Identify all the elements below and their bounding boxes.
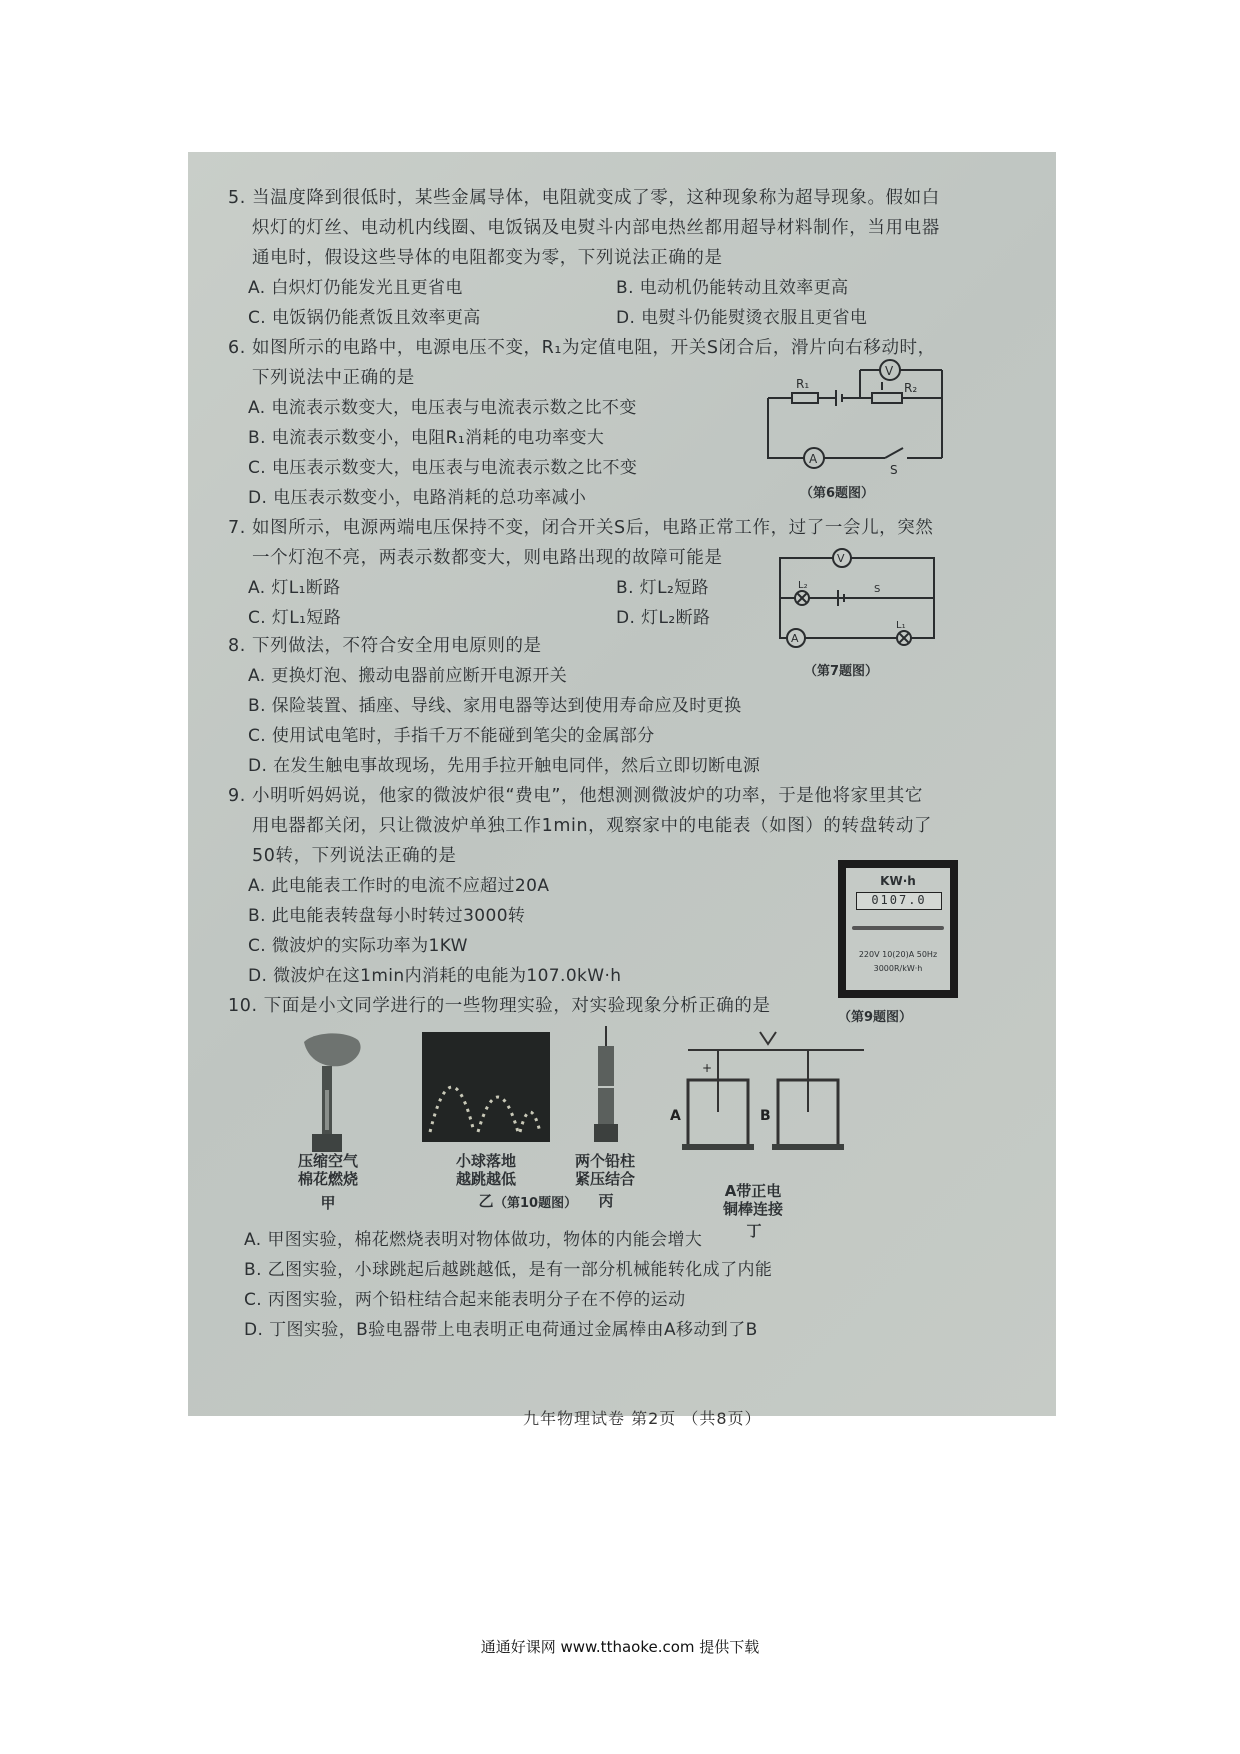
experiment-bing-label: 两个铅柱 紧压结合 xyxy=(574,1152,635,1188)
q10-option-d: D. 丁图实验，B验电器带上电表明正电荷通过金属棒由A移动到了B xyxy=(244,1320,758,1340)
q7-label-l2: L₂ xyxy=(798,580,808,591)
meter-dial xyxy=(852,926,944,930)
q7-label-a: A xyxy=(791,632,799,645)
electric-meter xyxy=(838,860,958,998)
q6-label-r2: R₂ xyxy=(904,381,918,395)
q6-line-2: 下列说法中正确的是 xyxy=(252,368,415,388)
q7-line-2: 一个灯泡不亮，两表示数都变大，则电路出现的故障可能是 xyxy=(252,548,723,568)
experiment-jia-tag: 甲 xyxy=(320,1194,336,1212)
q6-circuit-diagram xyxy=(760,364,950,478)
q9-option-a: A. 此电能表工作时的电流不应超过20A xyxy=(248,876,550,896)
q6-label-v: V xyxy=(885,364,894,378)
q5-option-b: B. 电动机仍能转动且效率更高 xyxy=(616,278,849,298)
q9-option-d: D. 微波炉在这1min内消耗的电能为107.0kW·h xyxy=(248,966,622,986)
q9-option-c: C. 微波炉的实际功率为1KW xyxy=(248,936,468,956)
q10-option-c: C. 丙图实验，两个铅柱结合起来能表明分子在不停的运动 xyxy=(244,1290,686,1310)
q6-option-c: C. 电压表示数变大，电压表与电流表示数之比不变 xyxy=(248,458,638,478)
scanned-page xyxy=(188,152,1056,1428)
experiment-jia-label: 压缩空气 棉花燃烧 xyxy=(297,1152,358,1188)
experiment-yi-tag: 乙 xyxy=(478,1192,494,1210)
q8-option-d: D. 在发生触电事故现场，先用手拉开触电同伴，然后立即切断电源 xyxy=(248,756,761,776)
experiment-jia-figure xyxy=(284,1030,374,1170)
q6-option-a: A. 电流表示数变大，电压表与电流表示数之比不变 xyxy=(248,398,637,418)
q6-line-1: 6. 如图所示的电路中，电源电压不变，R₁为定值电阻，开关S闭合后，滑片向右移动时， xyxy=(228,338,936,358)
q7-label-v: V xyxy=(837,552,845,565)
experiment-ding-tag: 丁 xyxy=(746,1222,762,1240)
page-number-footer: 九年物理试卷 第2页 （共8页） xyxy=(523,1409,762,1428)
meter-unit: KW·h xyxy=(880,874,916,888)
q6-label-r1: R₁ xyxy=(796,377,810,391)
q7-option-d: D. 灯L₂断路 xyxy=(616,608,711,628)
meter-reading: 0107.0 xyxy=(856,892,942,910)
experiment-ding-label: A带正电 铜棒连接 xyxy=(722,1182,783,1218)
experiment-ding-figure xyxy=(668,1022,868,1172)
q5-option-c: C. 电饭锅仍能煮饭且效率更高 xyxy=(248,308,481,328)
q7-circuit-diagram xyxy=(772,552,942,648)
q6-label-a: A xyxy=(809,452,818,466)
q5-line-2: 炽灯的灯丝、电动机内线圈、电饭锅及电熨斗内部电热丝都用超导材料制作，当用电器 xyxy=(252,218,940,238)
q8-option-b: B. 保险装置、插座、导线、家用电器等达到使用寿命应及时更换 xyxy=(248,696,742,716)
q10-caption: （第10题图） xyxy=(494,1196,578,1211)
q9-caption: （第9题图） xyxy=(838,1010,913,1025)
q10-option-b: B. 乙图实验，小球跳起后越跳越低，是有一部分机械能转化成了内能 xyxy=(244,1260,773,1280)
q6-caption: （第6题图） xyxy=(800,486,875,501)
q10-line-1: 10. 下面是小文同学进行的一些物理实验，对实验现象分析正确的是 xyxy=(228,996,771,1016)
svg-text:+: + xyxy=(702,1061,713,1075)
q10-option-a: A. 甲图实验，棉花燃烧表明对物体做功，物体的内能会增大 xyxy=(244,1230,703,1250)
experiment-yi-figure xyxy=(422,1032,550,1142)
meter-spec-2: 3000R/kW·h xyxy=(873,964,923,973)
q7-option-b: B. 灯L₂短路 xyxy=(616,578,709,598)
q6-option-d: D. 电压表示数变小，电路消耗的总功率减小 xyxy=(248,488,587,508)
q5-option-a: A. 白炽灯仍能发光且更省电 xyxy=(248,278,463,298)
q7-option-c: C. 灯L₁短路 xyxy=(248,608,342,628)
q9-line-2: 用电器都关闭，只让微波炉单独工作1min，观察家中的电能表（如图）的转盘转动了 xyxy=(252,816,933,836)
q9-line-3: 50转，下列说法正确的是 xyxy=(252,846,457,866)
q5-option-d: D. 电熨斗仍能熨烫衣服且更省电 xyxy=(616,308,868,328)
q7-label-l1: L₁ xyxy=(896,620,906,631)
experiment-ding-label-a: A xyxy=(670,1108,681,1124)
site-footer: 通通好课网 www.tthaoke.com 提供下载 xyxy=(480,1638,760,1656)
q8-option-c: C. 使用试电笔时，手指千万不能碰到笔尖的金属部分 xyxy=(248,726,655,746)
q5-line-1: 5. 当温度降到很低时，某些金属导体，电阻就变成了零，这种现象称为超导现象。假如白 xyxy=(228,188,940,208)
experiment-bing-figure xyxy=(586,1026,626,1146)
q7-caption: （第7题图） xyxy=(804,664,879,679)
q9-option-b: B. 此电能表转盘每小时转过3000转 xyxy=(248,906,526,926)
q9-line-1: 9. 小明听妈妈说，他家的微波炉很“费电”，他想测测微波炉的功率，于是他将家里其它 xyxy=(228,786,923,806)
q6-label-s: S xyxy=(890,463,898,477)
q8-option-a: A. 更换灯泡、搬动电器前应断开电源开关 xyxy=(248,666,568,686)
q8-line-1: 8. 下列做法，不符合安全用电原则的是 xyxy=(228,636,542,656)
experiment-yi-label: 小球落地 越跳越低 xyxy=(455,1152,516,1188)
q7-label-s: S xyxy=(874,584,881,595)
q6-option-b: B. 电流表示数变小，电阻R₁消耗的电功率变大 xyxy=(248,428,605,448)
q7-line-1: 7. 如图所示，电源两端电压保持不变，闭合开关S后，电路正常工作，过了一会儿，突然 xyxy=(228,518,934,538)
experiment-ding-label-b: B xyxy=(760,1108,771,1124)
q7-option-a: A. 灯L₁断路 xyxy=(248,578,341,598)
meter-spec-1: 220V 10(20)A 50Hz xyxy=(858,950,938,959)
q5-line-3: 通电时，假设这些导体的电阻都变为零，下列说法正确的是 xyxy=(252,248,723,268)
experiment-bing-tag: 丙 xyxy=(598,1192,614,1210)
